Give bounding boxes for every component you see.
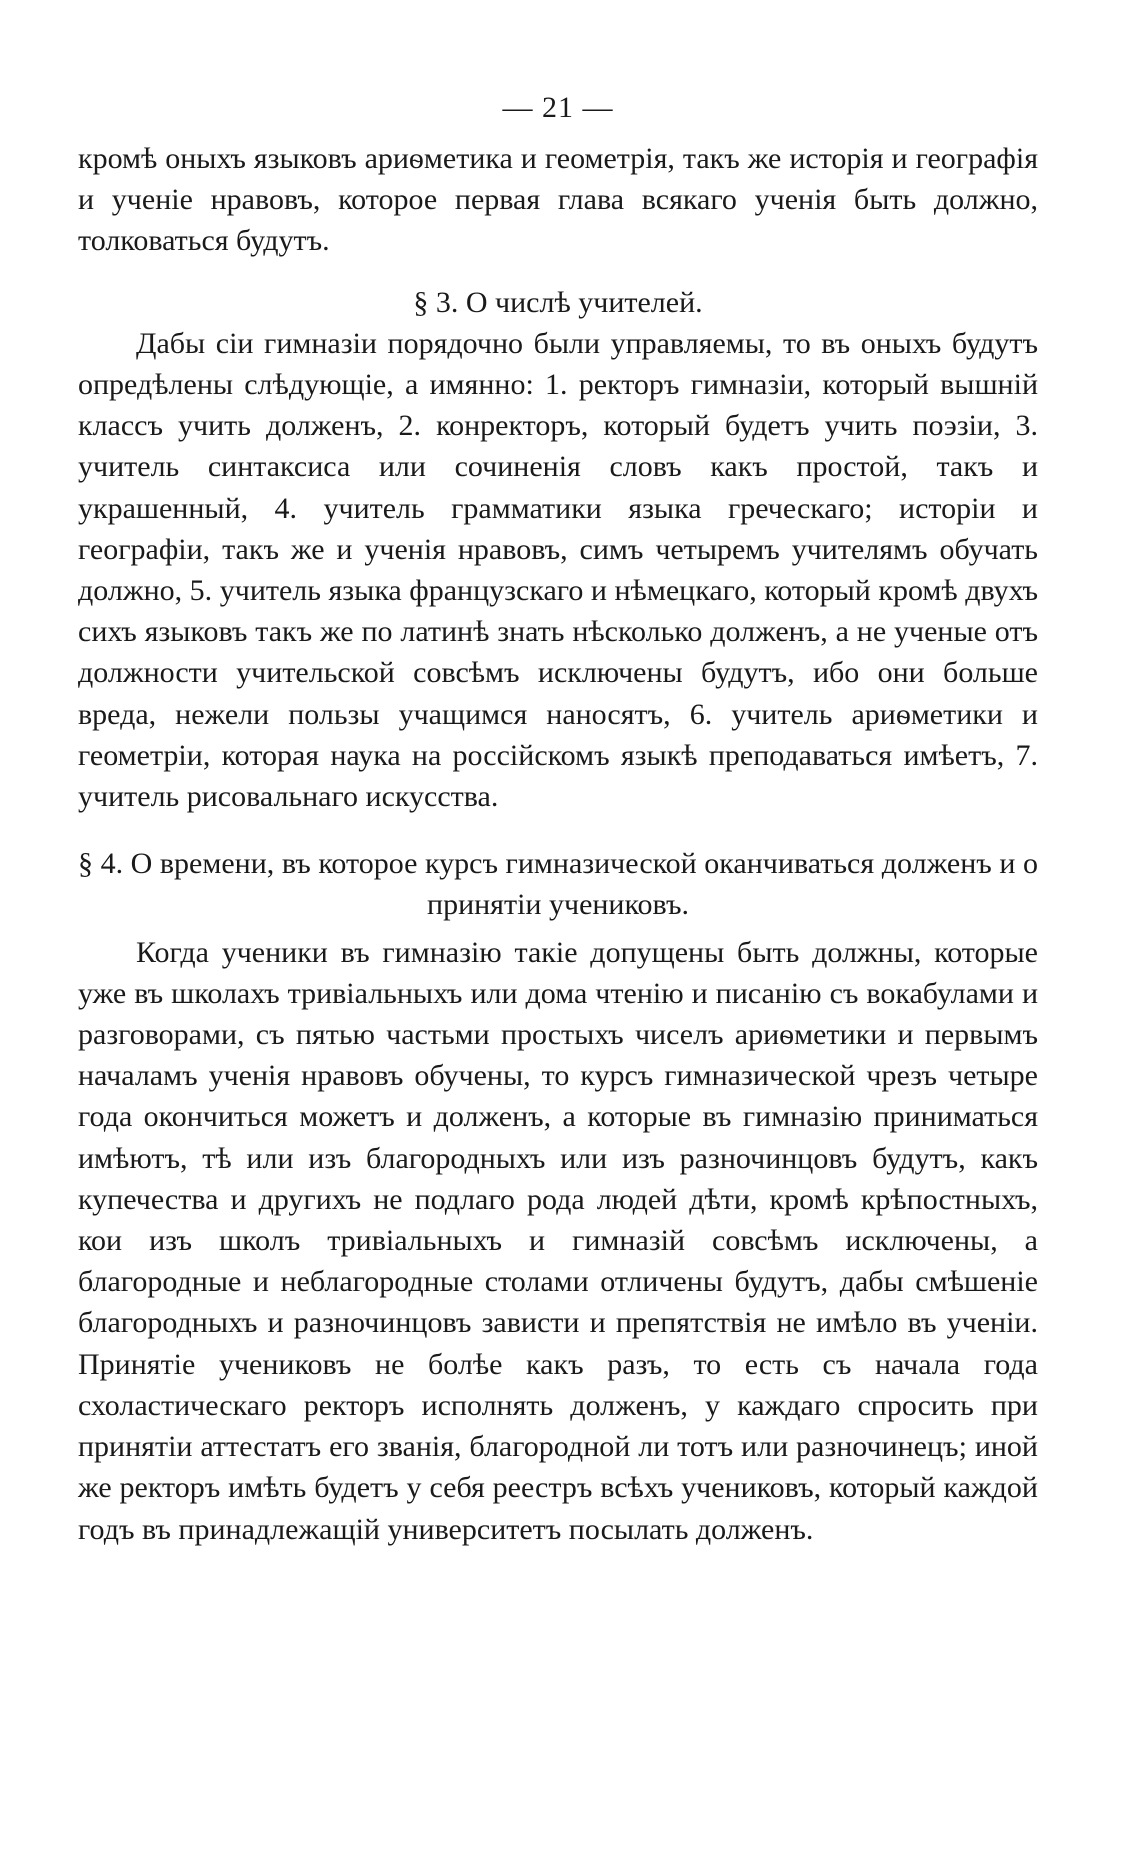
page-number: — 21 — [502, 91, 614, 124]
spacer [78, 262, 1038, 282]
spacer [78, 817, 1038, 843]
document-page [78, 88, 1038, 1550]
section-4-body: Когда ученики въ гимназію такіе допущены быть должны, которые уже въ школахъ тривіальныхъ или дома чтенію и писанію съ вокабулами и разговорами, съ пятью частьми простыхъ чиселъ ариѳметики и первымъ началамъ ученія нравовъ обучены, то курсъ гимназической чрезъ четыре года окончиться можетъ и долженъ, а которые въ гимназію приниматься имѣютъ, тѣ или изъ благородныхъ или изъ разночинцовъ будутъ, какъ купечества и другихъ не подлаго рода людей дѣти, кромѣ крѣпостныхъ, кои изъ школъ тривіальныхъ и гимназій совсѣмъ исключены, а благородные и неблагородные столами отличены будутъ, дабы смѣшеніе благородныхъ и разночинцовъ зависти и препятствія не имѣло въ ученіи. Принятіе учениковъ не болѣе какъ разъ, то есть съ начала года схоластическаго ректоръ исполнять долженъ, у каждаго спросить при принятіи аттестатъ его званія, благородной ли тотъ или разночинецъ; иной же ректоръ имѣть будетъ у себя реестръ всѣхъ учениковъ, который каждой годъ въ принадлежащій университетъ посылать долженъ. [78, 935, 1038, 1546]
section-3-heading: § 3. О числѣ учителей. [413, 285, 703, 319]
section-4-heading: § 4. О времени, въ которое курсъ гимназической оканчиваться долженъ и о принятіи учениковъ. [78, 847, 1038, 922]
section-3-body: Дабы сіи гимназіи порядочно были управляемы, то въ оныхъ будутъ опредѣлены слѣдующіе, а имянно: 1. ректоръ гимназіи, который вышній классъ учить долженъ, 2. конректоръ, который будетъ учить поэзіи, 3. учитель синтаксиса или сочиненія словъ какъ простой, такъ и украшенный, 4. учитель грамматики языка греческаго; исторіи и географіи, такъ же и ученія нравовъ, симъ четыремъ учителямъ обучать должно, 5. учитель языка французскаго и нѣмецкаго, который кромѣ двухъ сихъ языковъ такъ же по латинѣ знать нѣсколько долженъ, а не ученые отъ должности учительской совсѣмъ исключены будутъ, ибо они больше вреда, нежели пользы учащимся наносятъ, 6. учитель ариѳметики и геометріи, которая наука на россійскомъ языкѣ преподаваться имѣетъ, 7. учитель рисовальнаго искусства. [78, 326, 1038, 814]
intro-paragraph: кромѣ оныхъ языковъ ариѳметика и геометрія, такъ же исторія и географія и ученіе нравовъ, которое первая глава всякаго ученія быть должно, толковаться будутъ. [78, 142, 1038, 258]
